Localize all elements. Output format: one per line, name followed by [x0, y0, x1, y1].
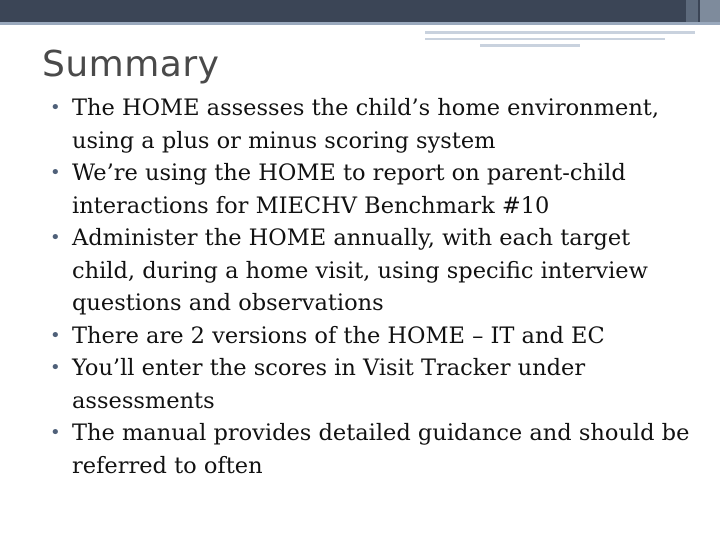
bullet-icon: • — [50, 227, 61, 248]
header-accent-dark — [686, 0, 698, 22]
bullet-icon: • — [50, 422, 61, 443]
bullet-icon: • — [50, 162, 61, 183]
bullet-item — [50, 417, 700, 482]
bullet-icon: • — [50, 97, 61, 118]
header-band — [0, 0, 720, 22]
title-deco-line — [480, 44, 580, 47]
header-accent-light — [700, 0, 720, 22]
bullet-text: The manual provides detailed guidance and should be referred to often — [72, 420, 690, 479]
title-deco-line — [425, 38, 665, 40]
bullet-item — [50, 352, 700, 417]
bullet-text: The HOME assesses the child’s home environment, using a plus or minus scoring system — [72, 95, 659, 154]
bullet-item — [50, 157, 700, 222]
bullet-icon: • — [50, 357, 61, 378]
slide-title: Summary — [42, 44, 220, 85]
title-deco-line — [425, 31, 695, 34]
bullet-text: We’re using the HOME to report on parent-child interactions for MIECHV Benchmark #10 — [72, 160, 626, 219]
bullet-text: You’ll enter the scores in Visit Tracker under assessments — [72, 355, 586, 414]
bullet-text: Administer the HOME annually, with each target child, during a home visit, using specific interview questions and observations — [72, 225, 648, 316]
header-rule — [0, 22, 720, 25]
bullet-item — [50, 92, 700, 157]
bullet-item — [50, 320, 700, 353]
bullet-item — [50, 222, 700, 320]
bullet-icon: • — [50, 324, 61, 346]
bullet-text: There are 2 versions of the HOME – IT and EC — [72, 322, 605, 349]
bullet-list — [50, 92, 700, 482]
